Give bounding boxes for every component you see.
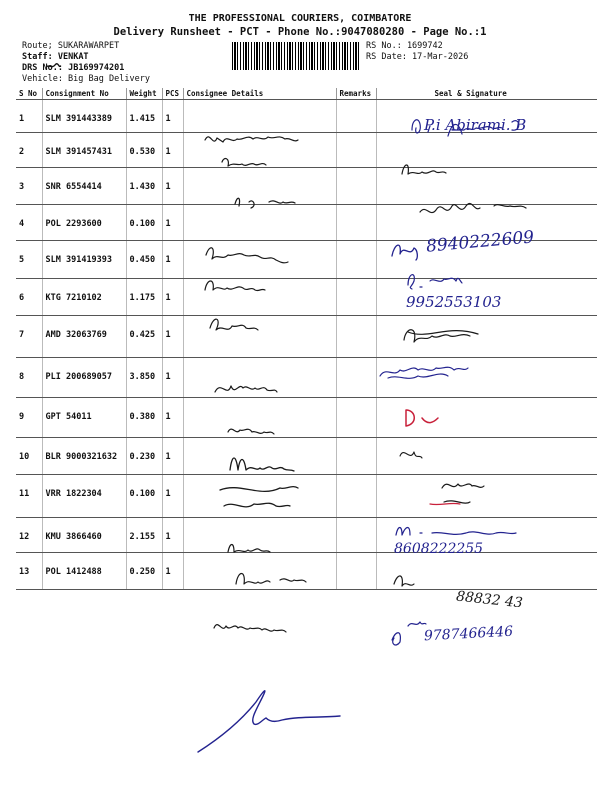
cell-remarks [336,518,376,553]
cell-weight: 1.175 [126,279,162,316]
cell-remarks [336,475,376,518]
col-consignment: Consignment No [42,88,126,100]
col-weight: Weight [126,88,162,100]
cell-consignee [183,205,336,241]
cell-remarks [336,168,376,205]
vehicle: Vehicle: Big Bag Delivery [22,74,150,84]
cell-seal-signature [376,279,597,316]
cell-consignment: BLR 9000321632 [42,438,126,475]
cell-consignee [183,100,336,133]
cell-weight: 0.250 [126,553,162,590]
hw-text-sig1: P.i Abirami. B [424,116,527,134]
cell-consignee [183,553,336,590]
cell-pcs: 1 [162,553,183,590]
cell-remarks [336,133,376,168]
route: Route; SUKARAWARPET [22,41,120,51]
cell-remarks [336,316,376,358]
hw-phone-11: 8608222255 [394,541,484,557]
cell-pcs: 1 [162,133,183,168]
drs-label: DRS No.: [22,63,63,73]
cell-sno: 1 [16,100,42,133]
cell-consignee [183,358,336,398]
table-row [16,241,597,279]
cell-consignment: POL 1412488 [42,553,126,590]
cell-seal-signature [376,398,597,438]
staff-line [22,52,89,62]
rs-date: RS Date: 17-Mar-2026 [366,52,469,62]
footer-signature [190,680,350,760]
cell-pcs: 1 [162,205,183,241]
cell-consignee [183,168,336,205]
cell-consignment: AMD 32063769 [42,316,126,358]
table-row [16,358,597,398]
table-row [16,133,597,168]
staff-name: VENKAT [57,52,89,62]
cell-pcs: 1 [162,475,183,518]
consignee-sig-13 [214,625,286,632]
table-row [16,168,597,205]
table-row [16,316,597,358]
cell-pcs: 1 [162,518,183,553]
cell-consignee [183,241,336,279]
cell-consignment: VRR 1822304 [42,475,126,518]
cell-pcs: 1 [162,279,183,316]
staff-label: Staff: [22,52,53,62]
cell-consignee [183,316,336,358]
cell-sno: 2 [16,133,42,168]
cell-seal-signature [376,316,597,358]
table-body [16,100,597,590]
cell-pcs: 1 [162,438,183,475]
barcode [232,42,360,70]
cell-remarks [336,100,376,133]
cell-sno: 8 [16,358,42,398]
cell-consignment: SLM 391457431 [42,133,126,168]
cell-consignment: PLI 200689057 [42,358,126,398]
cell-consignee [183,133,336,168]
cell-consignment: SLM 391443389 [42,100,126,133]
table-row [16,279,597,316]
hw-phone-12: 88832 43 [455,588,524,612]
cell-seal-signature [376,553,597,590]
runsheet-table [16,88,597,590]
cell-consignment: SNR 6554414 [42,168,126,205]
cell-sno: 13 [16,553,42,590]
cell-sno: 9 [16,398,42,438]
table-row [16,475,597,518]
cell-weight: 1.430 [126,168,162,205]
cell-pcs: 1 [162,398,183,438]
table-row [16,205,597,241]
cell-remarks [336,438,376,475]
cell-seal-signature [376,133,597,168]
table-row [16,100,597,133]
table-row [16,438,597,475]
hw-phone-4: 8940222609 [425,227,535,257]
cell-weight: 0.100 [126,205,162,241]
col-remarks: Remarks [336,88,376,100]
runsheet-title: Delivery Runsheet - PCT - Phone No.:9047080280 - Page No.:1 [113,26,487,38]
hw-phone-13: 9787466446 [423,623,514,645]
drs-line [22,63,124,73]
cell-weight: 0.450 [126,241,162,279]
cell-consignee [183,279,336,316]
cell-sno: 7 [16,316,42,358]
cell-pcs: 1 [162,241,183,279]
table-row [16,518,597,553]
cell-weight: 0.380 [126,398,162,438]
cell-sno: 5 [16,241,42,279]
cell-sno: 11 [16,475,42,518]
cell-weight: 2.155 [126,518,162,553]
cell-seal-signature [376,205,597,241]
cell-consignment: POL 2293600 [42,205,126,241]
cell-remarks [336,398,376,438]
cell-seal-signature [376,475,597,518]
cell-remarks [336,279,376,316]
table-row [16,553,597,590]
table-header-row [16,88,597,100]
cell-seal-signature [376,438,597,475]
cell-weight: 3.850 [126,358,162,398]
cell-remarks [336,241,376,279]
cell-seal-signature [376,518,597,553]
cell-weight: 0.100 [126,475,162,518]
drs-number: JB169974201 [68,63,125,73]
cell-sno: 3 [16,168,42,205]
cell-weight: 1.415 [126,100,162,133]
cell-pcs: 1 [162,100,183,133]
cell-seal-signature [376,100,597,133]
cell-remarks [336,358,376,398]
cell-consignment: KTG 7210102 [42,279,126,316]
cell-sno: 6 [16,279,42,316]
col-sno: S No [16,88,42,100]
cell-pcs: 1 [162,168,183,205]
col-seal-signature: Seal & Signature [376,88,597,100]
cell-sno: 4 [16,205,42,241]
cell-consignment: SLM 391419393 [42,241,126,279]
cell-sno: 12 [16,518,42,553]
cell-weight: 0.530 [126,133,162,168]
cell-weight: 0.425 [126,316,162,358]
rs-number: RS No.: 1699742 [366,41,443,51]
company-name: THE PROFESSIONAL COURIERS, COIMBATORE [188,13,412,24]
cell-remarks [336,205,376,241]
cell-consignee [183,475,336,518]
cell-seal-signature [376,241,597,279]
cell-seal-signature [376,168,597,205]
cell-consignment: GPT 54011 [42,398,126,438]
cell-consignee [183,438,336,475]
col-consignee: Consignee Details [183,88,336,100]
receiver-sig-13 [392,622,426,645]
drs-scribble [46,63,60,70]
cell-remarks [336,553,376,590]
hw-phone-5: 9952553103 [406,293,502,311]
cell-seal-signature [376,358,597,398]
cell-weight: 0.230 [126,438,162,475]
cell-consignment: KMU 3866460 [42,518,126,553]
table-row [16,398,597,438]
cell-consignee [183,398,336,438]
col-pcs: PCS [162,88,183,100]
cell-consignee [183,518,336,553]
cell-pcs: 1 [162,316,183,358]
cell-sno: 10 [16,438,42,475]
cell-pcs: 1 [162,358,183,398]
